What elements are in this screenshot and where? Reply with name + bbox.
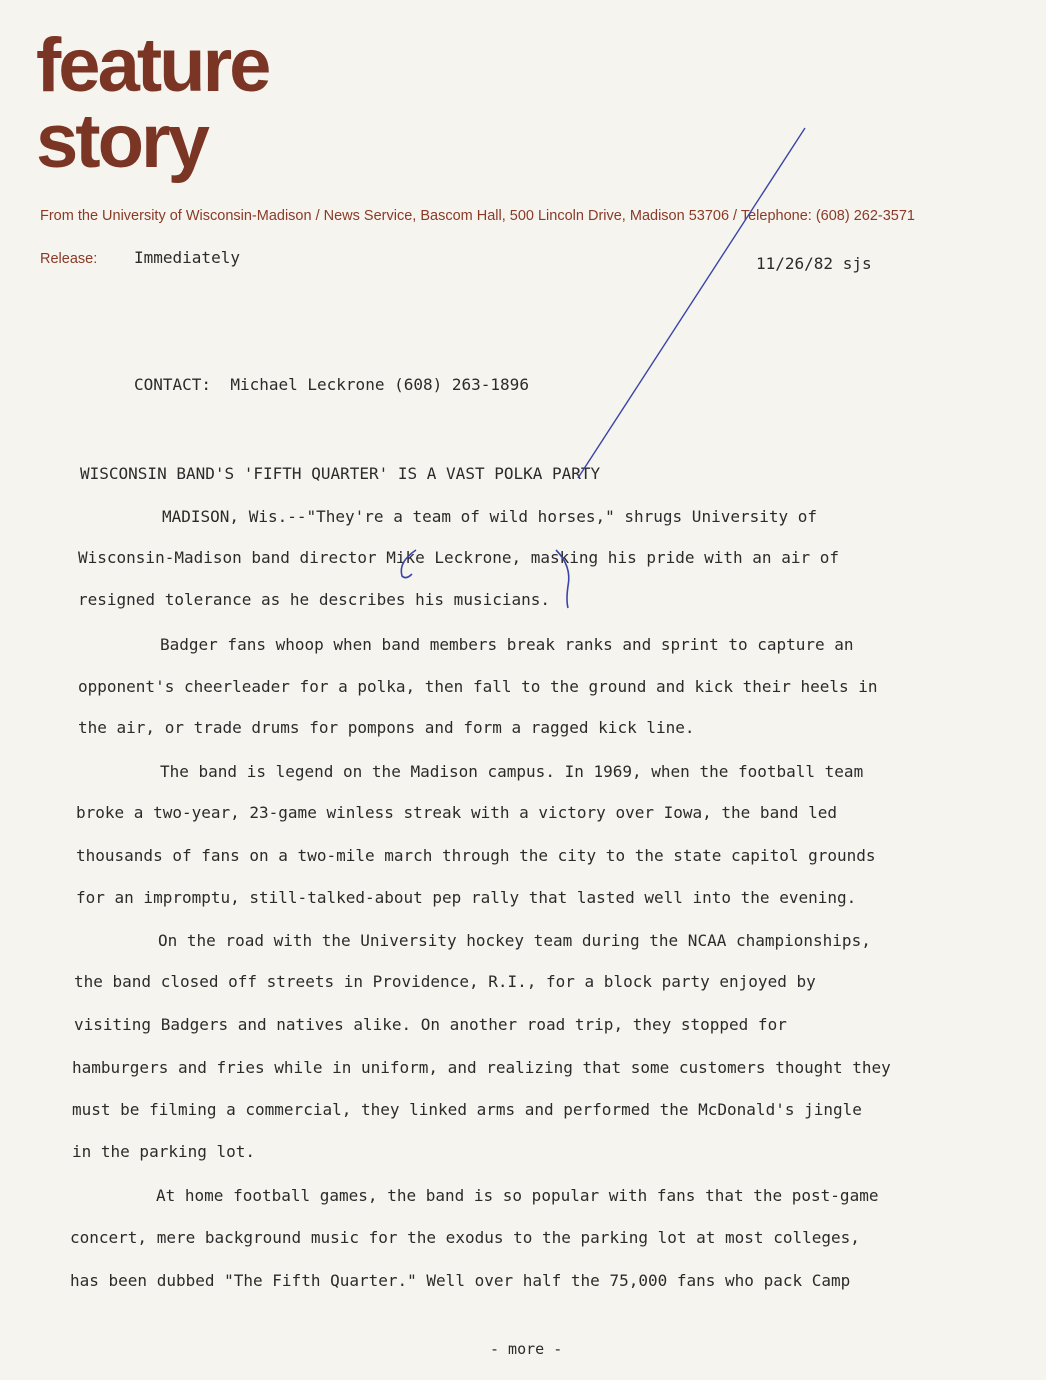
body-line: visiting Badgers and natives alike. On another road trip, they stopped for bbox=[74, 1015, 787, 1034]
more-footer: - more - bbox=[490, 1340, 563, 1358]
headline: WISCONSIN BAND'S 'FIFTH QUARTER' IS A VAST POLKA PARTY bbox=[80, 464, 601, 483]
logo-line-2: story bbox=[36, 99, 207, 184]
masthead-address: From the University of Wisconsin-Madison / News Service, Bascom Hall, 500 Lincoln Drive, Madison 53706 / Telephone: (608) 262-3571 bbox=[40, 208, 915, 224]
release-label: Release: bbox=[40, 251, 98, 267]
body-line: Wisconsin-Madison band director Mike Leckrone, masking his pride with an air of bbox=[78, 548, 839, 567]
body-line: opponent's cheerleader for a polka, then fall to the ground and kick their heels in bbox=[78, 677, 878, 696]
contact-line: CONTACT: Michael Leckrone (608) 263-1896 bbox=[134, 375, 529, 394]
body-line: At home football games, the band is so popular with fans that the post-game bbox=[156, 1186, 879, 1205]
dateline: 11/26/82 sjs bbox=[756, 254, 872, 273]
body-line: must be filming a commercial, they linked arms and performed the McDonald's jingle bbox=[72, 1100, 862, 1119]
body-line: On the road with the University hockey team during the NCAA championships, bbox=[158, 931, 871, 950]
pen-stroke-line bbox=[578, 128, 805, 478]
body-line: the band closed off streets in Providence, R.I., for a block party enjoyed by bbox=[74, 972, 816, 991]
body-line: thousands of fans on a two-mile march through the city to the state capitol grounds bbox=[76, 846, 876, 865]
body-line: for an impromptu, still-talked-about pep rally that lasted well into the evening. bbox=[76, 888, 857, 907]
body-line: MADISON, Wis.--"They're a team of wild horses," shrugs University of bbox=[162, 507, 818, 526]
body-line: in the parking lot. bbox=[72, 1142, 256, 1161]
body-line: The band is legend on the Madison campus. In 1969, when the football team bbox=[160, 762, 864, 781]
body-line: resigned tolerance as he describes his musicians. bbox=[78, 590, 551, 609]
feature-story-logo bbox=[36, 23, 269, 184]
body-line: broke a two-year, 23-game winless streak with a victory over Iowa, the band led bbox=[76, 803, 837, 822]
logo-line-1: feature bbox=[36, 23, 269, 108]
body-line: Badger fans whoop when band members break ranks and sprint to capture an bbox=[160, 635, 854, 654]
body-line: concert, mere background music for the exodus to the parking lot at most colleges, bbox=[70, 1228, 860, 1247]
body-line: the air, or trade drums for pompons and form a ragged kick line. bbox=[78, 718, 695, 737]
body-line: hamburgers and fries while in uniform, and realizing that some customers thought they bbox=[72, 1058, 891, 1077]
body-line: has been dubbed "The Fifth Quarter." Well over half the 75,000 fans who pack Camp bbox=[70, 1271, 851, 1290]
release-value: Immediately bbox=[134, 248, 240, 267]
